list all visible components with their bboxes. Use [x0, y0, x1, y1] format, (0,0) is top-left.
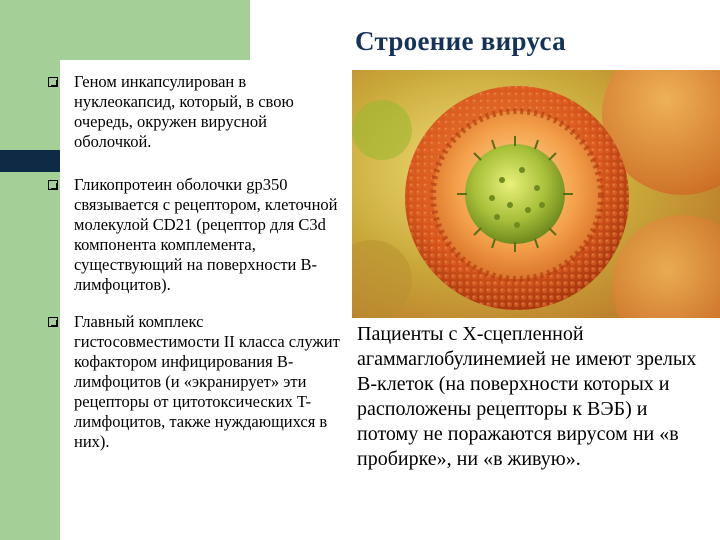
virus-illustration-svg — [352, 70, 720, 318]
bullet-item — [48, 175, 348, 295]
bullet-text: Главный комплекс гистосовместимости II класса служит кофактором инфицирования B-лимфоцитов (и «экранирует» эти рецепторы от цитотоксических T-лимфоцитов, также нуждающихся в них). — [74, 312, 340, 451]
checkbox-bullet-icon — [48, 77, 58, 87]
side-paragraph: Пациенты с X-сцепленной агаммаглобулинемией не имеют зрелых B-клеток (на поверхности которых и расположены рецепторы к ВЭБ) и потому не поражаются вирусом ни «в пробирке», ни «в живую». — [357, 323, 697, 470]
virus-illustration — [352, 70, 720, 318]
bullet-item — [48, 312, 348, 452]
bullet-text: Гликопротеин оболочки gp350 связывается с рецептором, клеточной молекулой CD21 (рецептор для C3d компонента комплемента, существующий на поверхности B-лимфоцитов). — [74, 175, 338, 294]
bullet-text: Геном инкапсулирован в нуклеокапсид, который, в свою очередь, окружен вирусной оболочкой. — [74, 72, 294, 151]
slide-title: Строение вируса — [355, 26, 566, 56]
bullet-list — [48, 72, 348, 475]
checkbox-bullet-icon — [48, 180, 58, 190]
bullet-item — [48, 72, 348, 152]
background-virus-shape — [352, 100, 412, 160]
checkbox-bullet-icon — [48, 317, 58, 327]
